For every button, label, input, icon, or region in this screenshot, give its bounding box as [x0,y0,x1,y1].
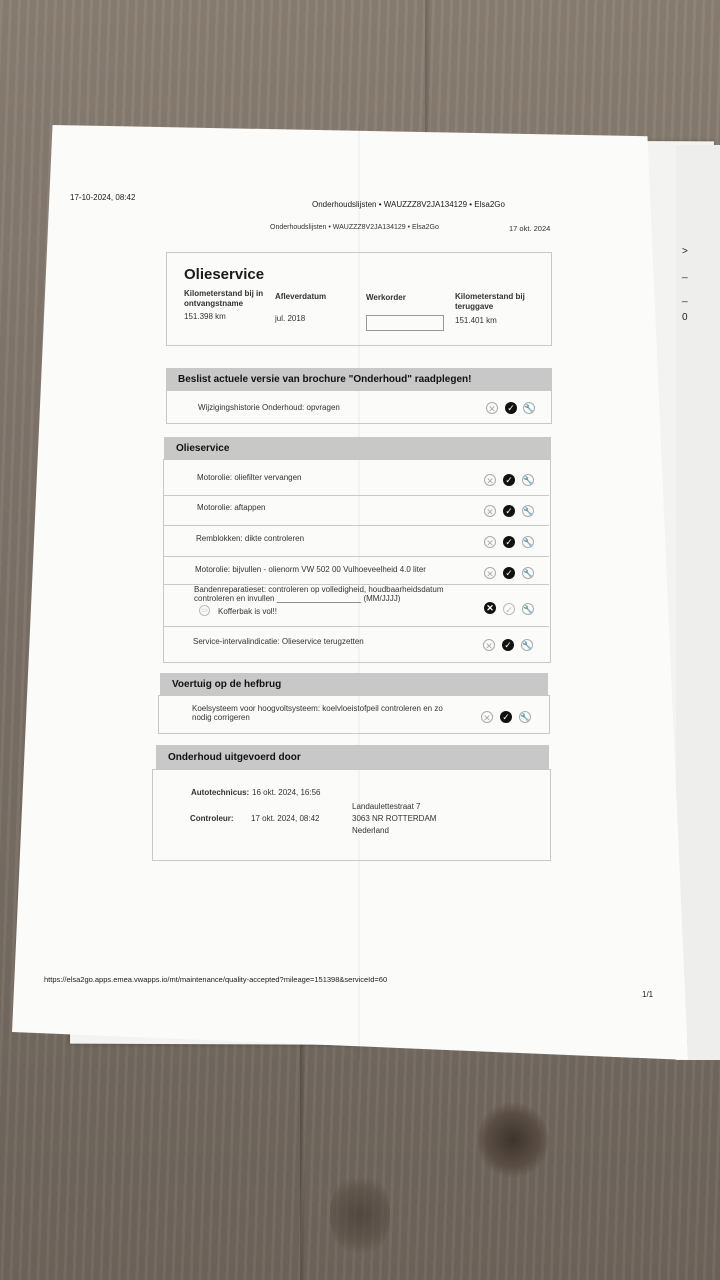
wrench-icon: 🔧 [524,404,534,413]
km-out-label: Kilometerstand bij teruggave [455,292,525,311]
row-divider [163,556,549,557]
section-olieservice-title: Olieservice [176,442,230,454]
wrench-icon: 🔧 [520,713,530,722]
row-divider [163,495,549,496]
not-ok-icon: ✕ [481,711,493,723]
section-performed-title: Onderhoud uitgevoerd door [168,751,301,763]
wrench-icon: 🔧 [523,507,533,516]
ok-check-icon: ✓ [500,711,512,723]
technician-value: 16 okt. 2024, 16:56 [252,788,321,797]
ok-check-icon: ✓ [503,603,515,615]
page-number: 1/1 [642,990,654,999]
side-sheet-mark: _ [682,268,688,279]
ok-check-icon: ✓ [502,639,514,651]
not-ok-icon: ✕ [484,536,496,548]
ok-check-icon: ✓ [503,505,515,517]
ok-check-icon: ✓ [503,536,515,548]
print-datetime: 17-10-2024, 08:42 [70,193,136,202]
checklist-item: Service-intervalindicatie: Olieservice terugzetten [193,637,364,646]
wrench-icon: 🔧 [523,476,533,485]
section-hefbrug-header [160,673,548,695]
print-url: https://elsa2go.apps.emea.vwapps.io/mt/maintenance/quality-accepted?mileage=151398&serviceId=60 [44,975,388,984]
doc-subheader: Onderhoudslijsten • WAUZZZ8V2JA134129 • Elsa2Go [270,224,439,231]
checklist-item: Motorolie: aftappen [197,503,266,512]
side-sheet-mark: > [682,246,688,257]
wrench-icon: 🔧 [522,641,532,650]
checklist-item: Bandenreparatieset: controleren op volledigheid, houdbaarheidsdatum [194,585,444,594]
km-in-label: Kilometerstand bij in ontvangstname [184,289,264,308]
checklist-item: Motorolie: oliefilter vervangen [197,473,302,482]
km-out-value: 151.401 km [455,316,497,325]
km-in-value: 151.398 km [184,312,226,321]
controller-value: 17 okt. 2024, 08:42 [251,814,320,823]
checklist-item-continued: nodig corrigeren [192,713,250,722]
section-hefbrug-title: Voertuig op de hefbrug [172,678,282,690]
wrench-icon: 🔧 [523,538,533,547]
not-ok-icon: ✕ [483,639,495,651]
technician-label: Autotechnicus: [191,788,250,797]
address-line: Nederland [352,826,389,835]
row-divider [163,525,549,526]
ok-check-icon: ✓ [505,402,517,414]
controller-label: Controleur: [190,814,234,823]
side-paper-sheet [676,145,720,1060]
not-ok-icon: ✕ [484,567,496,579]
section-olieservice-body [163,459,551,663]
doc-date: 17 okt. 2024 [509,224,551,233]
section-brochure-header [166,368,552,390]
checklist-item: Motorolie: bijvullen - olienorm VW 502 00 Vulhoeveelheid 4.0 liter [195,565,426,574]
wrench-icon: 🔧 [523,605,533,614]
not-ok-icon: ✕ [484,474,496,486]
section-performed-header [156,745,549,769]
side-sheet-mark: _ [682,292,688,303]
wood-knot [330,1170,390,1260]
order-input [366,315,444,331]
side-sheet-mark: 0 [682,312,688,323]
page-title: Olieservice [184,266,265,283]
section-olieservice-header [164,437,551,459]
checklist-item-continued: controleren en invullen ___________________ (MM/JJJJ) [194,594,401,603]
checklist-item: Koelsysteem voor hoogvoltsysteem: koelvloeistofpeil controleren en zo [192,704,443,713]
order-label: Werkorder [366,293,406,302]
wrench-icon: 🔧 [523,569,533,578]
checklist-item: Wijzigingshistorie Onderhoud: opvragen [198,403,340,412]
address-line: 3063 NR ROTTERDAM [352,814,437,823]
comment-text: Kofferbak is vol!! [218,607,277,616]
ok-check-icon: ✓ [503,474,515,486]
checklist-item: Remblokken: dikte controleren [196,534,305,543]
delivery-label: Afleverdatum [275,292,327,301]
address-line: Landaulettestraat 7 [352,802,421,811]
comment-icon: ▭ [199,605,210,616]
delivery-value: jul. 2018 [275,314,306,323]
section-brochure-title: Beslist actuele versie van brochure "Onderhoud" raadplegen! [178,373,472,385]
wood-knot [478,1100,548,1180]
ok-check-icon: ✓ [503,567,515,579]
row-divider [163,626,549,627]
print-page-header: Onderhoudslijsten • WAUZZZ8V2JA134129 • Elsa2Go [312,200,505,209]
not-ok-icon: ✕ [484,602,496,614]
not-ok-icon: ✕ [484,505,496,517]
not-ok-icon: ✕ [486,402,498,414]
